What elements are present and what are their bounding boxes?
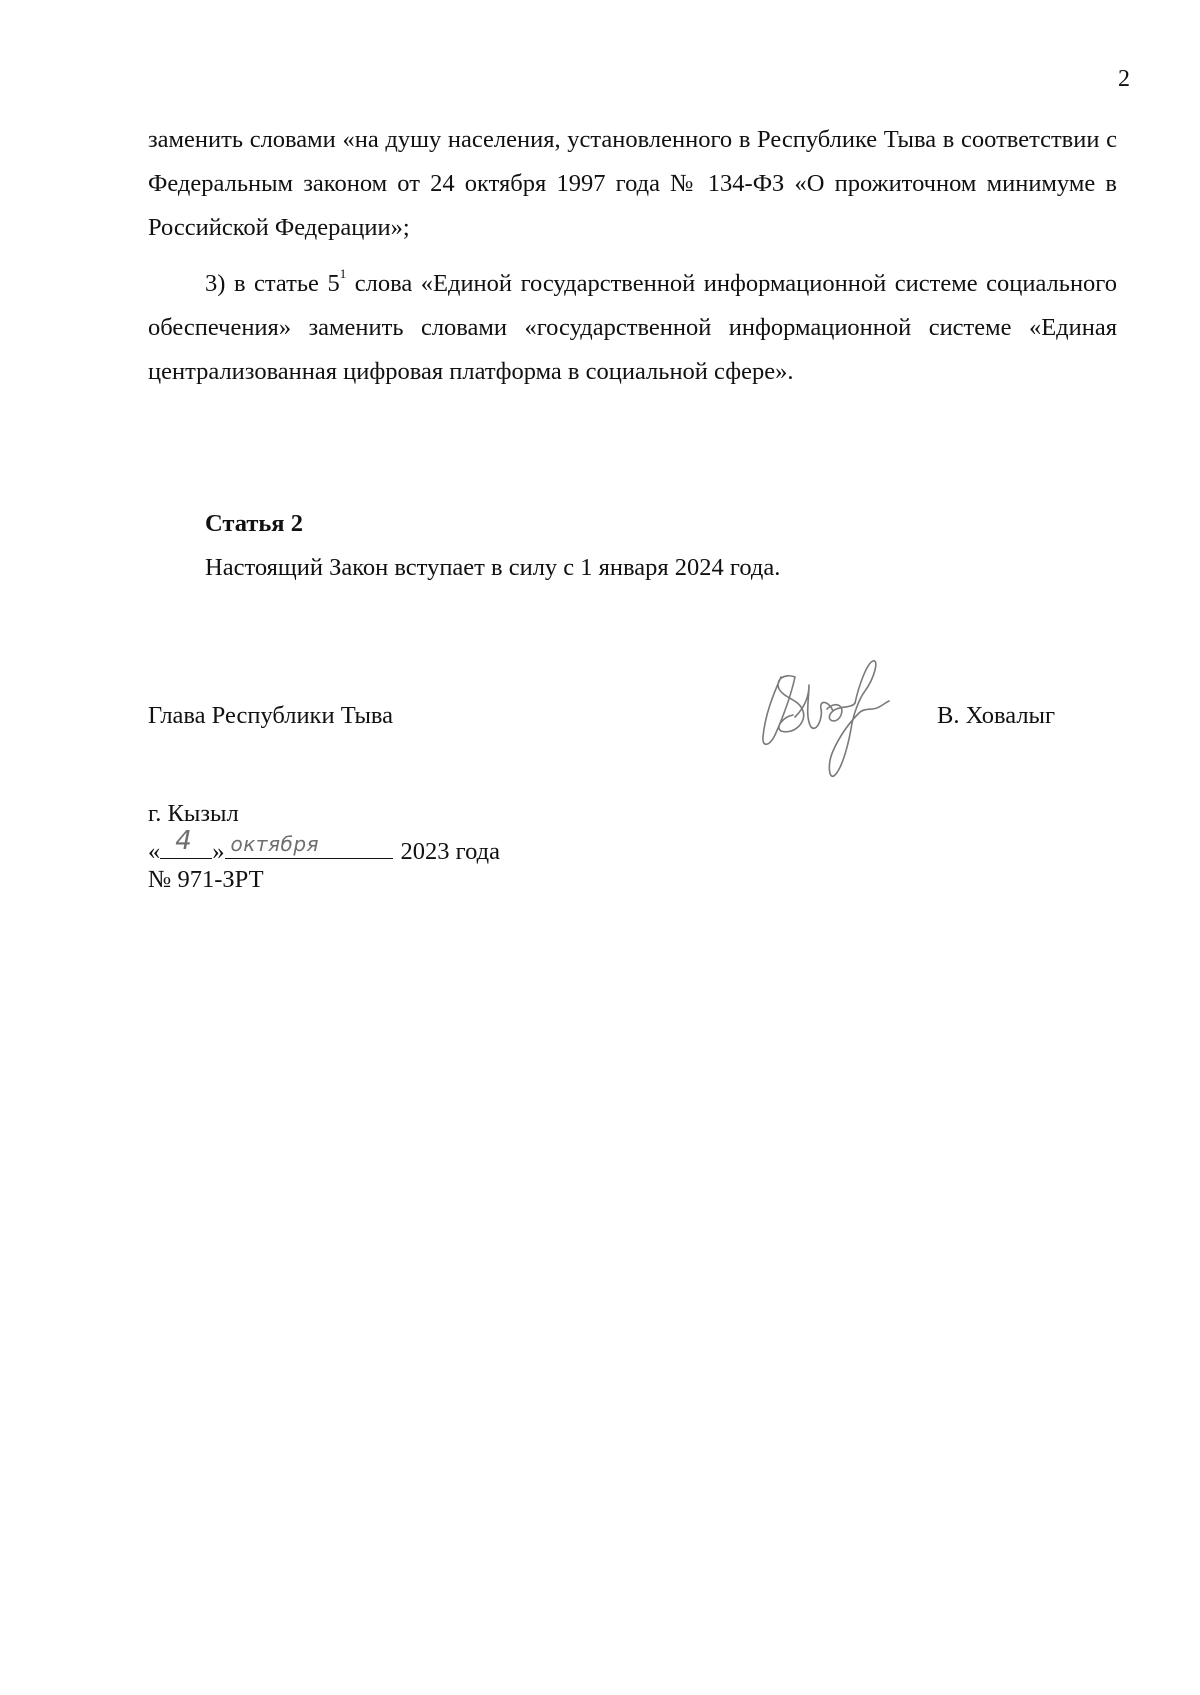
page-number: 2 — [1118, 66, 1130, 92]
city: г. Кызыл — [148, 800, 239, 827]
article-2-title: Статья 2 — [205, 510, 303, 537]
item3-superscript: 1 — [339, 266, 347, 281]
signing-date — [148, 826, 500, 866]
item3-text-after: слова «Единой государственной информационной системе социального обеспечения» заменить словами «государственной информационной системе «Единая централизованная цифровая платформа в социальной сфере». — [148, 270, 1117, 385]
signing-year: 2023 года — [400, 838, 500, 865]
paragraph-continuation: заменить словами «на душу населения, установленного в Республике Тыва в соответствии с Федеральным законом от 24 октября 1997 года № 134-ФЗ «О прожиточном минимуме в Российской Федерации»; — [148, 126, 1117, 241]
day-blank — [160, 826, 212, 859]
law-number: № 971-ЗРТ — [148, 866, 264, 893]
item3-text-before: 3) в статье 5 — [205, 270, 340, 297]
close-quote: » — [212, 838, 225, 865]
handwritten-day: 4 — [175, 826, 193, 856]
article-2-text: Настоящий Закон вступает в силу с 1 января 2024 года. — [205, 554, 781, 581]
month-blank — [225, 834, 393, 859]
handwritten-month: октября — [230, 832, 320, 856]
open-quote: « — [148, 838, 161, 865]
handwritten-signature — [755, 655, 905, 785]
signer-name: В. Ховалыг — [937, 702, 1056, 729]
signer-position: Глава Республики Тыва — [148, 702, 394, 729]
paragraph-item-3 — [148, 262, 1117, 394]
